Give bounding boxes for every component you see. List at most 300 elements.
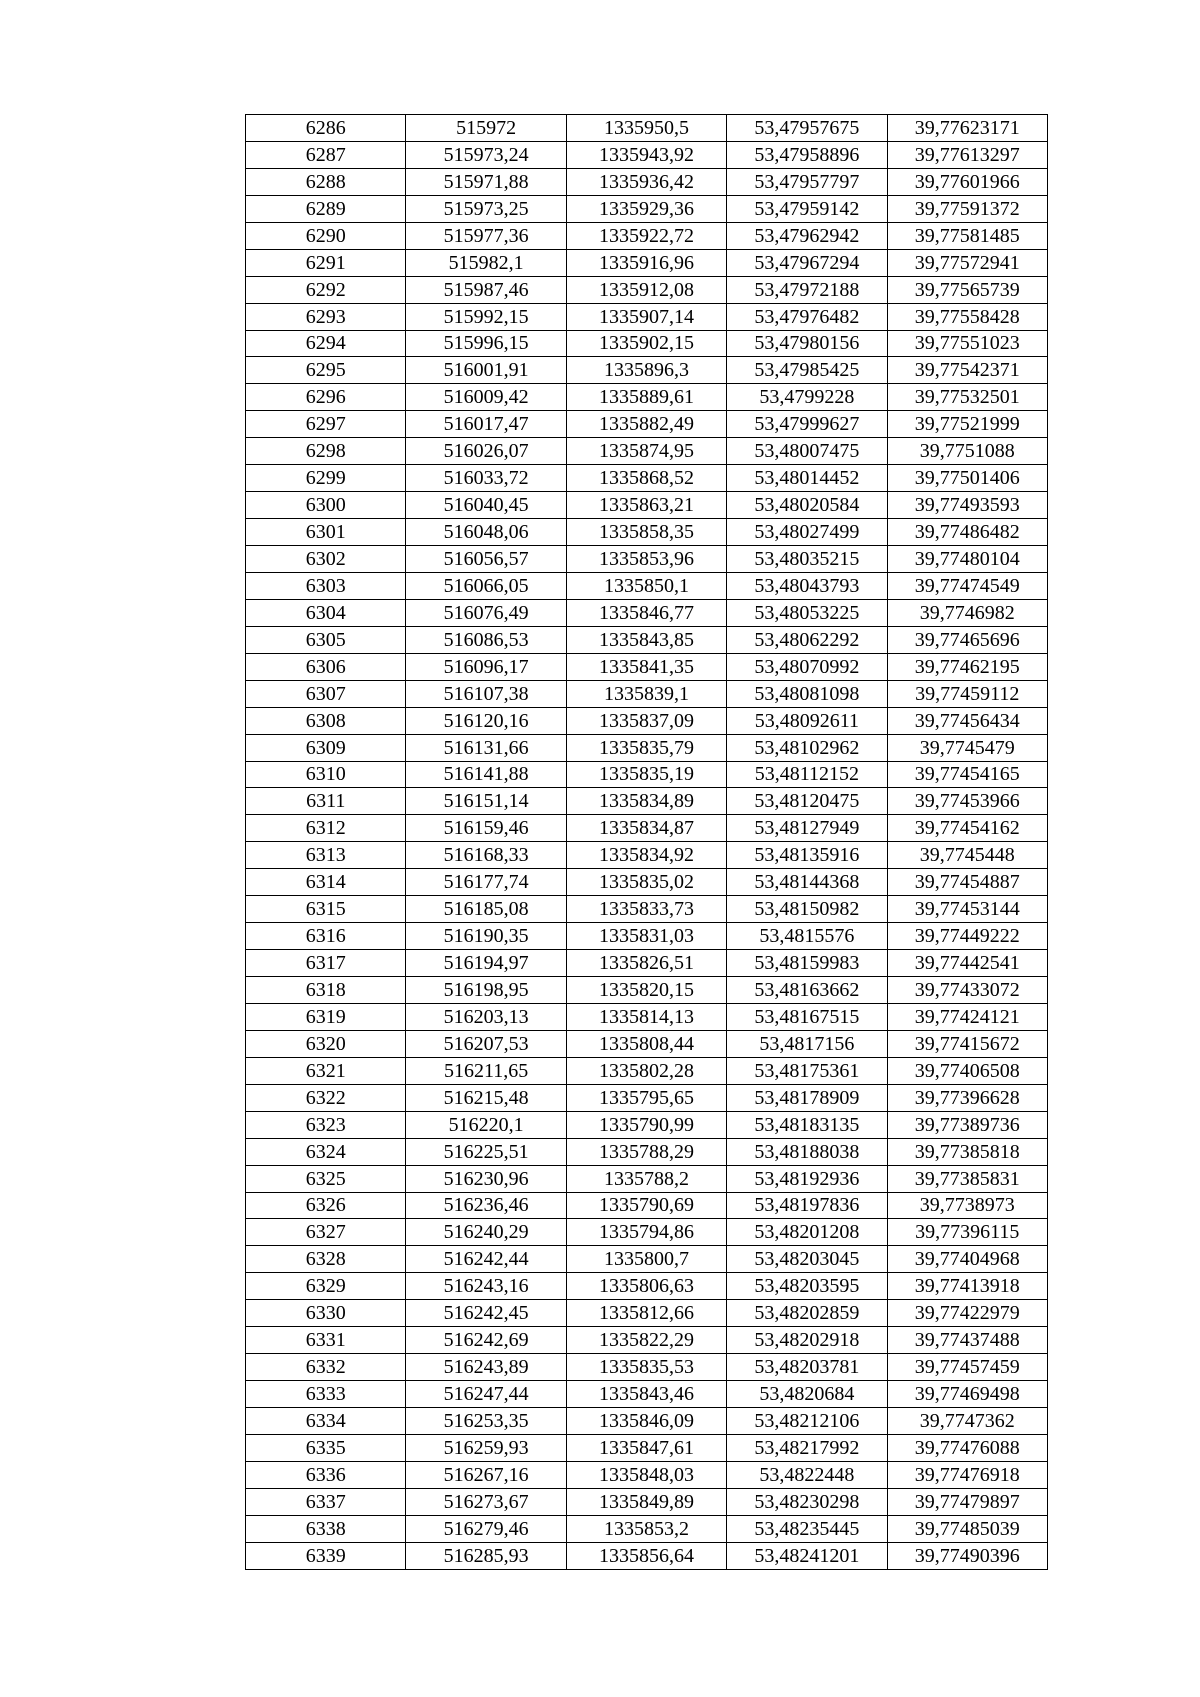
y-coordinate-cell: 1335907,14 — [566, 303, 726, 330]
point-number-cell: 6313 — [246, 842, 406, 869]
x-coordinate-cell: 516009,42 — [406, 384, 566, 411]
latitude-cell: 53,48201208 — [727, 1219, 887, 1246]
point-number-cell: 6287 — [246, 141, 406, 168]
table-row — [246, 1246, 1048, 1273]
longitude-cell: 39,77422979 — [887, 1300, 1047, 1327]
longitude-cell: 39,77437488 — [887, 1327, 1047, 1354]
y-coordinate-cell: 1335806,63 — [566, 1273, 726, 1300]
latitude-cell: 53,48081098 — [727, 680, 887, 707]
y-coordinate-cell: 1335936,42 — [566, 168, 726, 195]
point-number-cell: 6306 — [246, 653, 406, 680]
longitude-cell: 39,7738973 — [887, 1192, 1047, 1219]
y-coordinate-cell: 1335882,49 — [566, 411, 726, 438]
table-row — [246, 195, 1048, 222]
x-coordinate-cell: 515987,46 — [406, 276, 566, 303]
y-coordinate-cell: 1335848,03 — [566, 1461, 726, 1488]
point-number-cell: 6316 — [246, 923, 406, 950]
y-coordinate-cell: 1335853,2 — [566, 1515, 726, 1542]
x-coordinate-cell: 516168,33 — [406, 842, 566, 869]
point-number-cell: 6309 — [246, 734, 406, 761]
longitude-cell: 39,77459112 — [887, 680, 1047, 707]
x-coordinate-cell: 516096,17 — [406, 653, 566, 680]
table-row — [246, 761, 1048, 788]
longitude-cell: 39,77480104 — [887, 546, 1047, 573]
point-number-cell: 6295 — [246, 357, 406, 384]
point-number-cell: 6330 — [246, 1300, 406, 1327]
point-number-cell: 6336 — [246, 1461, 406, 1488]
table-row — [246, 1138, 1048, 1165]
table-row — [246, 115, 1048, 142]
latitude-cell: 53,48203595 — [727, 1273, 887, 1300]
latitude-cell: 53,48102962 — [727, 734, 887, 761]
longitude-cell: 39,77469498 — [887, 1381, 1047, 1408]
latitude-cell: 53,47959142 — [727, 195, 887, 222]
point-number-cell: 6298 — [246, 438, 406, 465]
x-coordinate-cell: 516240,29 — [406, 1219, 566, 1246]
point-number-cell: 6310 — [246, 761, 406, 788]
longitude-cell: 39,77558428 — [887, 303, 1047, 330]
y-coordinate-cell: 1335835,53 — [566, 1354, 726, 1381]
point-number-cell: 6324 — [246, 1138, 406, 1165]
x-coordinate-cell: 516198,95 — [406, 977, 566, 1004]
latitude-cell: 53,47957675 — [727, 115, 887, 142]
latitude-cell: 53,48112152 — [727, 761, 887, 788]
point-number-cell: 6322 — [246, 1084, 406, 1111]
point-number-cell: 6327 — [246, 1219, 406, 1246]
x-coordinate-cell: 516225,51 — [406, 1138, 566, 1165]
y-coordinate-cell: 1335790,99 — [566, 1111, 726, 1138]
longitude-cell: 39,77449222 — [887, 923, 1047, 950]
latitude-cell: 53,48159983 — [727, 950, 887, 977]
x-coordinate-cell: 516056,57 — [406, 546, 566, 573]
y-coordinate-cell: 1335889,61 — [566, 384, 726, 411]
y-coordinate-cell: 1335837,09 — [566, 707, 726, 734]
latitude-cell: 53,48163662 — [727, 977, 887, 1004]
latitude-cell: 53,4815576 — [727, 923, 887, 950]
table-row — [246, 384, 1048, 411]
point-number-cell: 6328 — [246, 1246, 406, 1273]
y-coordinate-cell: 1335794,86 — [566, 1219, 726, 1246]
table-row — [246, 519, 1048, 546]
point-number-cell: 6304 — [246, 599, 406, 626]
point-number-cell: 6311 — [246, 788, 406, 815]
point-number-cell: 6301 — [246, 519, 406, 546]
table-row — [246, 653, 1048, 680]
x-coordinate-cell: 516236,46 — [406, 1192, 566, 1219]
x-coordinate-cell: 516215,48 — [406, 1084, 566, 1111]
longitude-cell: 39,77521999 — [887, 411, 1047, 438]
point-number-cell: 6331 — [246, 1327, 406, 1354]
x-coordinate-cell: 516273,67 — [406, 1488, 566, 1515]
point-number-cell: 6302 — [246, 546, 406, 573]
y-coordinate-cell: 1335834,92 — [566, 842, 726, 869]
x-coordinate-cell: 515973,25 — [406, 195, 566, 222]
table-row — [246, 1084, 1048, 1111]
longitude-cell: 39,77424121 — [887, 1003, 1047, 1030]
longitude-cell: 39,77532501 — [887, 384, 1047, 411]
y-coordinate-cell: 1335833,73 — [566, 896, 726, 923]
latitude-cell: 53,4822448 — [727, 1461, 887, 1488]
point-number-cell: 6319 — [246, 1003, 406, 1030]
point-number-cell: 6307 — [246, 680, 406, 707]
table-row — [246, 1515, 1048, 1542]
y-coordinate-cell: 1335795,65 — [566, 1084, 726, 1111]
x-coordinate-cell: 516242,45 — [406, 1300, 566, 1327]
latitude-cell: 53,48135916 — [727, 842, 887, 869]
x-coordinate-cell: 516033,72 — [406, 465, 566, 492]
y-coordinate-cell: 1335812,66 — [566, 1300, 726, 1327]
latitude-cell: 53,48175361 — [727, 1057, 887, 1084]
point-number-cell: 6338 — [246, 1515, 406, 1542]
x-coordinate-cell: 516194,97 — [406, 950, 566, 977]
latitude-cell: 53,48197836 — [727, 1192, 887, 1219]
table-row — [246, 1003, 1048, 1030]
x-coordinate-cell: 516285,93 — [406, 1542, 566, 1569]
x-coordinate-cell: 516026,07 — [406, 438, 566, 465]
y-coordinate-cell: 1335950,5 — [566, 115, 726, 142]
coordinates-table-body — [246, 115, 1048, 1570]
longitude-cell: 39,77396115 — [887, 1219, 1047, 1246]
latitude-cell: 53,48043793 — [727, 572, 887, 599]
x-coordinate-cell: 516120,16 — [406, 707, 566, 734]
x-coordinate-cell: 516211,65 — [406, 1057, 566, 1084]
longitude-cell: 39,77485039 — [887, 1515, 1047, 1542]
y-coordinate-cell: 1335843,85 — [566, 626, 726, 653]
y-coordinate-cell: 1335788,29 — [566, 1138, 726, 1165]
longitude-cell: 39,77551023 — [887, 330, 1047, 357]
y-coordinate-cell: 1335831,03 — [566, 923, 726, 950]
point-number-cell: 6303 — [246, 572, 406, 599]
longitude-cell: 39,77457459 — [887, 1354, 1047, 1381]
x-coordinate-cell: 515982,1 — [406, 249, 566, 276]
longitude-cell: 39,7751088 — [887, 438, 1047, 465]
x-coordinate-cell: 516141,88 — [406, 761, 566, 788]
longitude-cell: 39,77385831 — [887, 1165, 1047, 1192]
point-number-cell: 6315 — [246, 896, 406, 923]
y-coordinate-cell: 1335835,02 — [566, 869, 726, 896]
longitude-cell: 39,77479897 — [887, 1488, 1047, 1515]
longitude-cell: 39,77581485 — [887, 222, 1047, 249]
table-row — [246, 1165, 1048, 1192]
table-row — [246, 626, 1048, 653]
table-row — [246, 977, 1048, 1004]
latitude-cell: 53,48062292 — [727, 626, 887, 653]
y-coordinate-cell: 1335846,77 — [566, 599, 726, 626]
x-coordinate-cell: 516253,35 — [406, 1408, 566, 1435]
latitude-cell: 53,48053225 — [727, 599, 887, 626]
latitude-cell: 53,48212106 — [727, 1408, 887, 1435]
x-coordinate-cell: 515972 — [406, 115, 566, 142]
latitude-cell: 53,48202918 — [727, 1327, 887, 1354]
y-coordinate-cell: 1335835,19 — [566, 761, 726, 788]
x-coordinate-cell: 515973,24 — [406, 141, 566, 168]
latitude-cell: 53,47958896 — [727, 141, 887, 168]
table-row — [246, 303, 1048, 330]
table-row — [246, 599, 1048, 626]
longitude-cell: 39,77396628 — [887, 1084, 1047, 1111]
point-number-cell: 6291 — [246, 249, 406, 276]
x-coordinate-cell: 516259,93 — [406, 1434, 566, 1461]
table-row — [246, 815, 1048, 842]
y-coordinate-cell: 1335788,2 — [566, 1165, 726, 1192]
y-coordinate-cell: 1335943,92 — [566, 141, 726, 168]
longitude-cell: 39,77442541 — [887, 950, 1047, 977]
y-coordinate-cell: 1335834,87 — [566, 815, 726, 842]
y-coordinate-cell: 1335814,13 — [566, 1003, 726, 1030]
latitude-cell: 53,48144368 — [727, 869, 887, 896]
longitude-cell: 39,77601966 — [887, 168, 1047, 195]
longitude-cell: 39,77613297 — [887, 141, 1047, 168]
point-number-cell: 6288 — [246, 168, 406, 195]
latitude-cell: 53,48202859 — [727, 1300, 887, 1327]
y-coordinate-cell: 1335856,64 — [566, 1542, 726, 1569]
x-coordinate-cell: 516279,46 — [406, 1515, 566, 1542]
point-number-cell: 6293 — [246, 303, 406, 330]
x-coordinate-cell: 516017,47 — [406, 411, 566, 438]
point-number-cell: 6299 — [246, 465, 406, 492]
y-coordinate-cell: 1335922,72 — [566, 222, 726, 249]
latitude-cell: 53,48192936 — [727, 1165, 887, 1192]
table-row — [246, 734, 1048, 761]
table-row — [246, 1488, 1048, 1515]
y-coordinate-cell: 1335846,09 — [566, 1408, 726, 1435]
longitude-cell: 39,77501406 — [887, 465, 1047, 492]
latitude-cell: 53,48178909 — [727, 1084, 887, 1111]
latitude-cell: 53,47972188 — [727, 276, 887, 303]
latitude-cell: 53,48188038 — [727, 1138, 887, 1165]
y-coordinate-cell: 1335808,44 — [566, 1030, 726, 1057]
longitude-cell: 39,77572941 — [887, 249, 1047, 276]
latitude-cell: 53,48007475 — [727, 438, 887, 465]
x-coordinate-cell: 515977,36 — [406, 222, 566, 249]
longitude-cell: 39,7746982 — [887, 599, 1047, 626]
longitude-cell: 39,77413918 — [887, 1273, 1047, 1300]
latitude-cell: 53,47967294 — [727, 249, 887, 276]
latitude-cell: 53,48027499 — [727, 519, 887, 546]
longitude-cell: 39,77406508 — [887, 1057, 1047, 1084]
y-coordinate-cell: 1335834,89 — [566, 788, 726, 815]
table-row — [246, 1273, 1048, 1300]
table-row — [246, 546, 1048, 573]
x-coordinate-cell: 516151,14 — [406, 788, 566, 815]
table-row — [246, 465, 1048, 492]
point-number-cell: 6329 — [246, 1273, 406, 1300]
latitude-cell: 53,48127949 — [727, 815, 887, 842]
y-coordinate-cell: 1335820,15 — [566, 977, 726, 1004]
y-coordinate-cell: 1335835,79 — [566, 734, 726, 761]
y-coordinate-cell: 1335843,46 — [566, 1381, 726, 1408]
latitude-cell: 53,48167515 — [727, 1003, 887, 1030]
latitude-cell: 53,47985425 — [727, 357, 887, 384]
table-row — [246, 572, 1048, 599]
point-number-cell: 6312 — [246, 815, 406, 842]
point-number-cell: 6323 — [246, 1111, 406, 1138]
y-coordinate-cell: 1335841,35 — [566, 653, 726, 680]
latitude-cell: 53,48203045 — [727, 1246, 887, 1273]
x-coordinate-cell: 516203,13 — [406, 1003, 566, 1030]
latitude-cell: 53,47976482 — [727, 303, 887, 330]
table-row — [246, 680, 1048, 707]
longitude-cell: 39,77454165 — [887, 761, 1047, 788]
y-coordinate-cell: 1335863,21 — [566, 492, 726, 519]
point-number-cell: 6296 — [246, 384, 406, 411]
x-coordinate-cell: 516001,91 — [406, 357, 566, 384]
latitude-cell: 53,4799228 — [727, 384, 887, 411]
latitude-cell: 53,48235445 — [727, 1515, 887, 1542]
longitude-cell: 39,77415672 — [887, 1030, 1047, 1057]
point-number-cell: 6320 — [246, 1030, 406, 1057]
y-coordinate-cell: 1335790,69 — [566, 1192, 726, 1219]
x-coordinate-cell: 515996,15 — [406, 330, 566, 357]
table-row — [246, 1434, 1048, 1461]
longitude-cell: 39,77476088 — [887, 1434, 1047, 1461]
latitude-cell: 53,48230298 — [727, 1488, 887, 1515]
latitude-cell: 53,48092611 — [727, 707, 887, 734]
x-coordinate-cell: 516107,38 — [406, 680, 566, 707]
x-coordinate-cell: 516207,53 — [406, 1030, 566, 1057]
point-number-cell: 6290 — [246, 222, 406, 249]
y-coordinate-cell: 1335874,95 — [566, 438, 726, 465]
x-coordinate-cell: 516040,45 — [406, 492, 566, 519]
point-number-cell: 6289 — [246, 195, 406, 222]
latitude-cell: 53,47980156 — [727, 330, 887, 357]
latitude-cell: 53,48120475 — [727, 788, 887, 815]
table-row — [246, 1300, 1048, 1327]
table-row — [246, 1381, 1048, 1408]
y-coordinate-cell: 1335912,08 — [566, 276, 726, 303]
longitude-cell: 39,77474549 — [887, 572, 1047, 599]
table-row — [246, 141, 1048, 168]
table-row — [246, 1057, 1048, 1084]
longitude-cell: 39,77385818 — [887, 1138, 1047, 1165]
y-coordinate-cell: 1335839,1 — [566, 680, 726, 707]
longitude-cell: 39,7745479 — [887, 734, 1047, 761]
y-coordinate-cell: 1335896,3 — [566, 357, 726, 384]
longitude-cell: 39,77565739 — [887, 276, 1047, 303]
point-number-cell: 6300 — [246, 492, 406, 519]
x-coordinate-cell: 516177,74 — [406, 869, 566, 896]
table-row — [246, 842, 1048, 869]
table-row — [246, 1327, 1048, 1354]
longitude-cell: 39,7747362 — [887, 1408, 1047, 1435]
x-coordinate-cell: 516066,05 — [406, 572, 566, 599]
x-coordinate-cell: 516230,96 — [406, 1165, 566, 1192]
point-number-cell: 6334 — [246, 1408, 406, 1435]
x-coordinate-cell: 516243,16 — [406, 1273, 566, 1300]
y-coordinate-cell: 1335929,36 — [566, 195, 726, 222]
y-coordinate-cell: 1335858,35 — [566, 519, 726, 546]
y-coordinate-cell: 1335868,52 — [566, 465, 726, 492]
x-coordinate-cell: 516190,35 — [406, 923, 566, 950]
point-number-cell: 6335 — [246, 1434, 406, 1461]
longitude-cell: 39,77456434 — [887, 707, 1047, 734]
y-coordinate-cell: 1335847,61 — [566, 1434, 726, 1461]
table-row — [246, 330, 1048, 357]
table-row — [246, 1192, 1048, 1219]
longitude-cell: 39,77453966 — [887, 788, 1047, 815]
point-number-cell: 6305 — [246, 626, 406, 653]
x-coordinate-cell: 516185,08 — [406, 896, 566, 923]
x-coordinate-cell: 516086,53 — [406, 626, 566, 653]
table-row — [246, 1111, 1048, 1138]
point-number-cell: 6286 — [246, 115, 406, 142]
table-row — [246, 1030, 1048, 1057]
latitude-cell: 53,48020584 — [727, 492, 887, 519]
y-coordinate-cell: 1335916,96 — [566, 249, 726, 276]
table-row — [246, 950, 1048, 977]
point-number-cell: 6317 — [246, 950, 406, 977]
point-number-cell: 6292 — [246, 276, 406, 303]
table-row — [246, 276, 1048, 303]
table-row — [246, 707, 1048, 734]
x-coordinate-cell: 516247,44 — [406, 1381, 566, 1408]
longitude-cell: 39,7745448 — [887, 842, 1047, 869]
longitude-cell: 39,77433072 — [887, 977, 1047, 1004]
x-coordinate-cell: 516243,89 — [406, 1354, 566, 1381]
point-number-cell: 6308 — [246, 707, 406, 734]
latitude-cell: 53,4820684 — [727, 1381, 887, 1408]
point-number-cell: 6325 — [246, 1165, 406, 1192]
x-coordinate-cell: 516242,69 — [406, 1327, 566, 1354]
point-number-cell: 6333 — [246, 1381, 406, 1408]
y-coordinate-cell: 1335849,89 — [566, 1488, 726, 1515]
y-coordinate-cell: 1335850,1 — [566, 572, 726, 599]
latitude-cell: 53,48203781 — [727, 1354, 887, 1381]
latitude-cell: 53,48035215 — [727, 546, 887, 573]
latitude-cell: 53,48070992 — [727, 653, 887, 680]
latitude-cell: 53,48241201 — [727, 1542, 887, 1569]
x-coordinate-cell: 516220,1 — [406, 1111, 566, 1138]
table-row — [246, 168, 1048, 195]
y-coordinate-cell: 1335826,51 — [566, 950, 726, 977]
x-coordinate-cell: 516242,44 — [406, 1246, 566, 1273]
point-number-cell: 6314 — [246, 869, 406, 896]
latitude-cell: 53,48014452 — [727, 465, 887, 492]
latitude-cell: 53,48150982 — [727, 896, 887, 923]
point-number-cell: 6294 — [246, 330, 406, 357]
latitude-cell: 53,47999627 — [727, 411, 887, 438]
table-row — [246, 788, 1048, 815]
point-number-cell: 6326 — [246, 1192, 406, 1219]
longitude-cell: 39,77486482 — [887, 519, 1047, 546]
longitude-cell: 39,77453144 — [887, 896, 1047, 923]
table-row — [246, 411, 1048, 438]
y-coordinate-cell: 1335902,15 — [566, 330, 726, 357]
x-coordinate-cell: 516048,06 — [406, 519, 566, 546]
table-row — [246, 923, 1048, 950]
latitude-cell: 53,48183135 — [727, 1111, 887, 1138]
longitude-cell: 39,77542371 — [887, 357, 1047, 384]
y-coordinate-cell: 1335802,28 — [566, 1057, 726, 1084]
y-coordinate-cell: 1335853,96 — [566, 546, 726, 573]
longitude-cell: 39,77623171 — [887, 115, 1047, 142]
y-coordinate-cell: 1335822,29 — [566, 1327, 726, 1354]
longitude-cell: 39,77404968 — [887, 1246, 1047, 1273]
longitude-cell: 39,77462195 — [887, 653, 1047, 680]
y-coordinate-cell: 1335800,7 — [566, 1246, 726, 1273]
x-coordinate-cell: 516076,49 — [406, 599, 566, 626]
point-number-cell: 6339 — [246, 1542, 406, 1569]
table-row — [246, 438, 1048, 465]
x-coordinate-cell: 515992,15 — [406, 303, 566, 330]
table-row — [246, 1354, 1048, 1381]
longitude-cell: 39,77591372 — [887, 195, 1047, 222]
x-coordinate-cell: 516267,16 — [406, 1461, 566, 1488]
table-row — [246, 1219, 1048, 1246]
point-number-cell: 6332 — [246, 1354, 406, 1381]
longitude-cell: 39,77493593 — [887, 492, 1047, 519]
point-number-cell: 6321 — [246, 1057, 406, 1084]
